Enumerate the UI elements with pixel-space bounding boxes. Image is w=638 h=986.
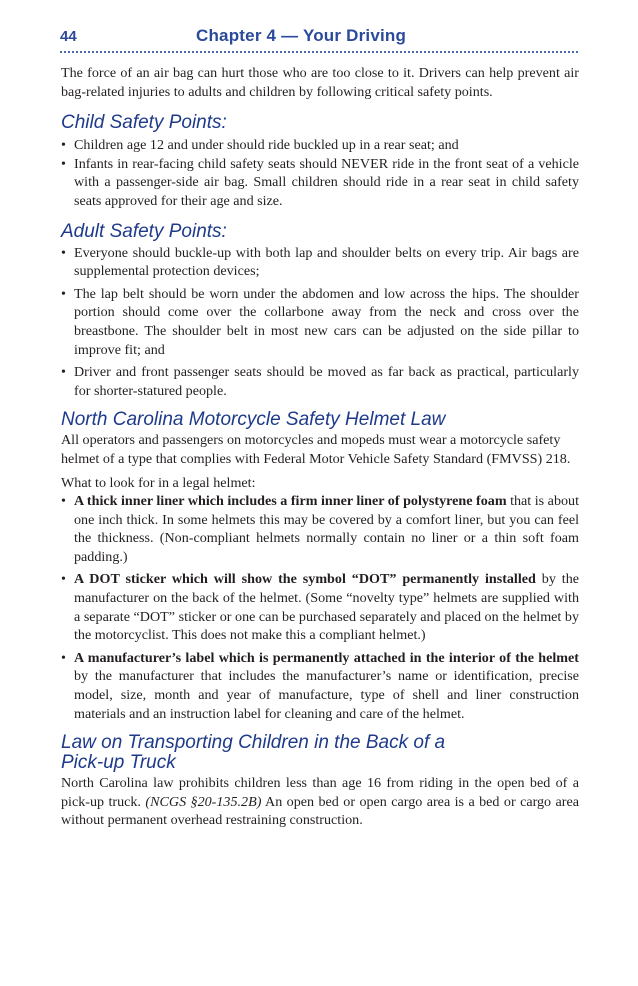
page-number: 44 — [60, 28, 77, 45]
helmet-lookfor-text: What to look for in a legal helmet: — [61, 474, 256, 491]
page-header — [60, 26, 578, 48]
pickup-text: North Carolina law prohibits children less than age 16 from riding in the open bed of a pick-up truck. — [61, 775, 579, 810]
requirement-text: by the manufacturer that includes the manufacturer’s name or identification, precise model, size, month and year of manufacture, type of shell and liner construction materials and an instruction label for cleaning and care of the helmet. — [74, 668, 579, 722]
requirement-text: by the manufacturer on the back of the helmet. (Some “novelty type” helmets are supplied with a separate “DOT” sticker or one can be purchased separately and placed on the helmet by the motorcyclist. This does not make this a compliant helmet.) — [74, 571, 579, 644]
pickup-heading-line: Pick-up Truck — [61, 752, 176, 774]
helmet-law-heading: North Carolina Motorcycle Safety Helmet Law — [61, 409, 446, 431]
requirement-text: that is about one inch thick. In some helmets this may be covered by a comfort liner, but you can feel the thickness. (Non-compliant helmets normally contain no liner or a thin soft foam padding.) — [74, 493, 579, 565]
list-item: • Everyone should buckle-up with both lap and shoulder belts on every trip. Air bags are supplemental protection devices; — [61, 244, 579, 281]
list-item: • Infants in rear-facing child safety seats should NEVER ride in the front seat of a vehicle with a passenger-side air bag. Small children should ride in a rear seat in child safety seats approved for their age and size. — [61, 155, 579, 211]
list-item — [61, 492, 579, 566]
requirement-bold: A DOT sticker which will show the symbol “DOT” permanently installed — [74, 571, 536, 588]
intro-paragraph: The force of an air bag can hurt those who are too close to it. Drivers can help prevent air bag-related injuries to adults and children by following critical safety points. — [61, 65, 579, 100]
page-content — [61, 64, 579, 830]
requirement-bold: A manufacturer’s label which is permanently attached in the interior of the helmet — [74, 649, 579, 666]
chapter-title: Chapter 4 — Your Driving — [196, 26, 407, 45]
helmet-law-paragraph: All operators and passengers on motorcycles and mopeds must wear a motorcycle safety helmet of a type that complies with Federal Motor Vehicle Safety Standard (FMVSS) 218. — [61, 432, 571, 467]
list-item: • The lap belt should be worn under the abdomen and low across the hips. The shoulder portion should come over the collarbone away from the neck and cross over the breastbone. The shoulder belt in most new cars can be adjusted on the side pillar to improve fit; and — [61, 285, 579, 359]
adult-safety-list — [61, 244, 579, 401]
statute-citation: (NCGS §20-135.2B) — [145, 793, 262, 810]
pickup-paragraph — [61, 774, 579, 830]
list-item — [61, 649, 579, 723]
pickup-heading-line: Law on Transporting Children in the Back of a — [61, 732, 446, 754]
requirement-bold: A thick inner liner which includes a firm inner liner of polystyrene foam — [74, 493, 507, 510]
adult-safety-heading: Adult Safety Points: — [61, 220, 227, 242]
child-safety-heading: Child Safety Points: — [61, 112, 227, 134]
helmet-requirements-list — [61, 492, 579, 723]
pickup-text: An open bed or open cargo area is a bed or cargo area without permanent overhead restraining construction. — [61, 793, 579, 829]
list-item — [61, 570, 579, 644]
list-item: • Children age 12 and under should ride buckled up in a rear seat; and — [61, 136, 579, 155]
dotted-rule — [60, 51, 578, 53]
pickup-law-heading — [61, 733, 579, 773]
list-item: • Driver and front passenger seats should be moved as far back as practical, particularly for shorter-statured people. — [61, 363, 579, 400]
child-safety-list — [61, 136, 579, 210]
